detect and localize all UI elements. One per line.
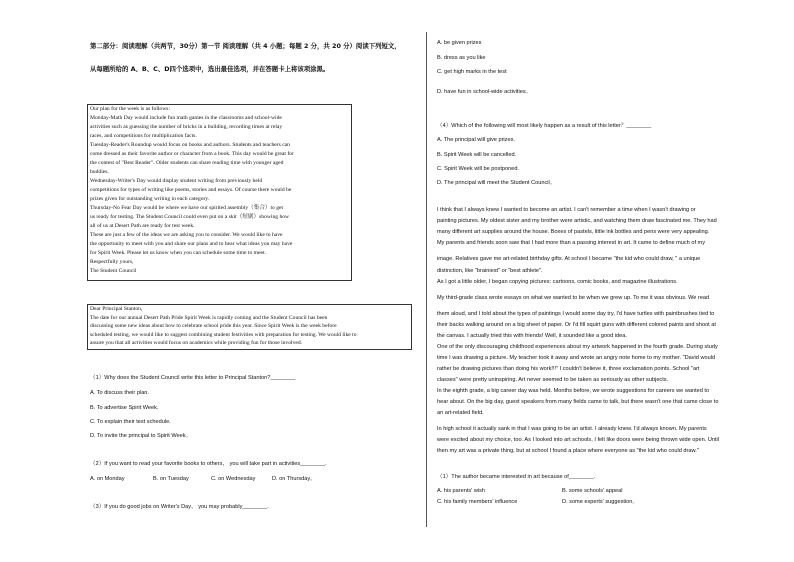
passage-line: I think that I always knew I wanted to become an artist. I can't remember a time when I wasn't drawing or: [437, 207, 696, 213]
passage-line: My parents and friends soon saw that I had more than a passing interest in art. It came to define much of my: [437, 240, 706, 246]
text-line: come dressed as their favorite author or character from a book. This day would be great for: [90, 151, 294, 157]
passage-line: One of the only discouraging childhood experiences about my artwork happened in the fourth grade. During study: [437, 344, 718, 350]
text-line: competitions for types of writing like poems, stories and essays. Of course there would be: [90, 187, 292, 193]
passage-line: then my art was a private thing, but at school I found a place where everyone as "the kid who could draw.": [437, 448, 699, 454]
question-4-option-d[interactable]: D. The principal will meet the Student Council。: [437, 180, 556, 186]
passage-line: were excited about my choice, too. As I looked into art schools, I felt like doors were being thrown wide open. Until: [437, 437, 720, 443]
text-line: Tuesday-Reader's Roundup would focus on books and authors. Students and teachers can: [90, 142, 290, 148]
question-5-option-a[interactable]: A. his parents' wish: [437, 488, 486, 494]
question-2-option-b[interactable]: B. on Tuesday: [153, 476, 189, 482]
text-line: Monday-Math Day would include fun math games in the classrooms and school-wide: [90, 115, 282, 121]
text-line: Wednesday-Writer's Day would display student writing from previously held: [90, 178, 263, 184]
question-4-option-b[interactable]: B. Spirit Week will be cancelled.: [437, 152, 517, 158]
text-line: Our plan for the week is as follows:: [90, 106, 171, 112]
text-line: activities such as guessing the number of bricks in a building, recording times at relay: [90, 124, 283, 130]
section-header: 第二部分：阅读理解（共两节，30分）第一节 阅读理解（共 4 小题；每题 2 分，共 20 分）阅读下列短文，: [90, 42, 401, 50]
question-4-stem: （4）Which of the following will most likely happen as a result of this letter？________: [437, 123, 652, 129]
question-3-option-d[interactable]: D. have fun in school-wide activities。: [437, 89, 532, 95]
question-3-stem: （3）If you do good jobs on Writer's Day， you may probably________.: [90, 504, 269, 510]
question-4-option-a[interactable]: A. The principal will give prizes.: [437, 137, 515, 143]
question-1-option-b[interactable]: B. To advertise Spirit Week.: [90, 405, 159, 411]
passage-line: time I was drawing a picture. My teacher took it away and wrote an angry note home to my mother. "David would: [437, 355, 716, 361]
text-line: prizes given for outstanding writing in each category.: [90, 196, 210, 202]
question-1-option-d[interactable]: D. To invite the principal to Spirit Week。: [90, 433, 192, 439]
text-line: Dear Principal Stanton,: [90, 306, 143, 312]
passage-line: them aloud, and I told about the types of paintings I would some day try, I'd have turtles with paintbrushes tied to: [437, 311, 715, 317]
passage-line: hear about. On the big day, guest speakers from many fields came to talk, but there wasn't one that came close to: [437, 399, 719, 405]
question-3-option-c[interactable]: C. get high marks in the test: [437, 69, 507, 75]
passage-line: image. Relatives gave me art-related birthday gifts. At school I became "the kid who could draw, " a unique: [437, 256, 701, 262]
text-line: races, and competitions for multiplication facts.: [90, 133, 197, 139]
question-1-option-a[interactable]: A. To discuss their plan.: [90, 390, 149, 396]
passage-line: the canvas. I actually tried this with friends! Well, it sounded like a good idea.: [437, 333, 627, 339]
question-2-stem: （2）If you want to read your favorite books to others， you will take part in activities________.: [90, 461, 327, 467]
question-4-option-c[interactable]: C. Spirit Week will be postponed.: [437, 166, 519, 172]
question-2-option-c[interactable]: C. on Wednesday: [211, 476, 256, 482]
question-3-option-b[interactable]: B. dress as you like: [437, 55, 486, 61]
question-3-option-a[interactable]: A. be given prizes: [437, 40, 482, 46]
passage-line: My third-grade class wrote essays on what we wanted to be when we grew up. To me it was obvious. We read: [437, 295, 710, 301]
question-2-option-a[interactable]: A. on Monday: [90, 476, 125, 482]
text-line: for Spirit Week. Please let us know when you can schedule some time to meet.: [90, 250, 266, 256]
text-line: all of us at Desert Path are ready for test week.: [90, 223, 195, 229]
text-line: the contest of "Best Reader". Older students can share reading time with younger aged: [90, 160, 284, 166]
question-2-option-d[interactable]: D. on Thursday。: [272, 476, 316, 482]
text-line: scheduled testing, we would like to suggest combining student festivities with preparation for testing. We would like to: [90, 331, 357, 338]
text-line: buddies.: [90, 169, 109, 175]
text-line: assure you that all activities would focus on academics while providing fun for those involved.: [90, 340, 303, 347]
text-line: the opportunity to meet with you and share our plans and to hear what ideas you may have: [90, 241, 293, 247]
question-1-option-c[interactable]: C. To explain their test schedule.: [90, 419, 171, 425]
passage-line: classes" were pretty uninspiring. Art never seemed to be taken as seriously as other subjects.: [437, 377, 669, 383]
passage-line: rather be drawing pictures than doing his work!!!" I couldn't believe it, three exclamation points. School "art: [437, 366, 700, 372]
section-instruction: 从每题所给的 A、B、C、D四个选项中，选出最佳选项，并在答题卡上将该项涂黑。: [90, 65, 330, 73]
text-line: These are just a few of the ideas we are asking you to consider. We would like to have: [90, 232, 283, 238]
question-5-option-c[interactable]: C. his family members' influence: [437, 499, 518, 505]
question-5-option-d[interactable]: D. some experts' suggestion。: [562, 499, 638, 505]
passage-line: As I got a little older, I began copying pictures: cartoons, comic books, and magazine illustrations.: [437, 279, 678, 285]
question-1-stem: （1）Why does the Student Council write this letter to Principal Stanton?________: [90, 375, 296, 381]
passage-line: an art-related field.: [437, 410, 484, 416]
text-line: us ready for testing. The Student Council could even put on a skit（短剧）showing how: [90, 214, 290, 220]
passage-line: In high school it actually sank in that I was going to be an artist. I already knew. I'd always known. My parents: [437, 426, 707, 432]
text-line: The Student Council: [90, 268, 137, 274]
question-5-stem: （1）The author became interested in art because of________.: [437, 474, 596, 480]
text-line: Respectfully yours,: [90, 259, 134, 265]
passage-line: distinction, like "brainiest" or "best athlete".: [437, 268, 543, 274]
column-divider: [426, 32, 427, 527]
text-line: Thursday-No Fear Day would be where we have our spirited assembly（集合）to get: [90, 205, 284, 211]
passage-line: many different art supplies around the house. Boxes of pastels, little ink bottles and pens were very appealing.: [437, 229, 710, 235]
text-line: The date for our annual Desert Path Pride Spirit Week is rapidly coming and the Student Council has been: [90, 314, 328, 321]
passage-line: In the eighth grade, a big career day was held. Months before, we wrote suggestions for careers we wanted to: [437, 388, 710, 394]
text-line: discussing some new ideas about how to celebrate school pride this year. Since Spirit Week is the week before: [90, 323, 337, 330]
passage-line: their backs walking around on a big sheet of paper. Or I'd fill squirt guns with different colored paints and shoot at: [437, 322, 716, 328]
passage-line: painting pictures. My oldest sister and my brother were artistic, and watching them draw fascinated me. They had: [437, 218, 717, 224]
question-5-option-b[interactable]: B. some schools' appeal: [562, 488, 623, 494]
